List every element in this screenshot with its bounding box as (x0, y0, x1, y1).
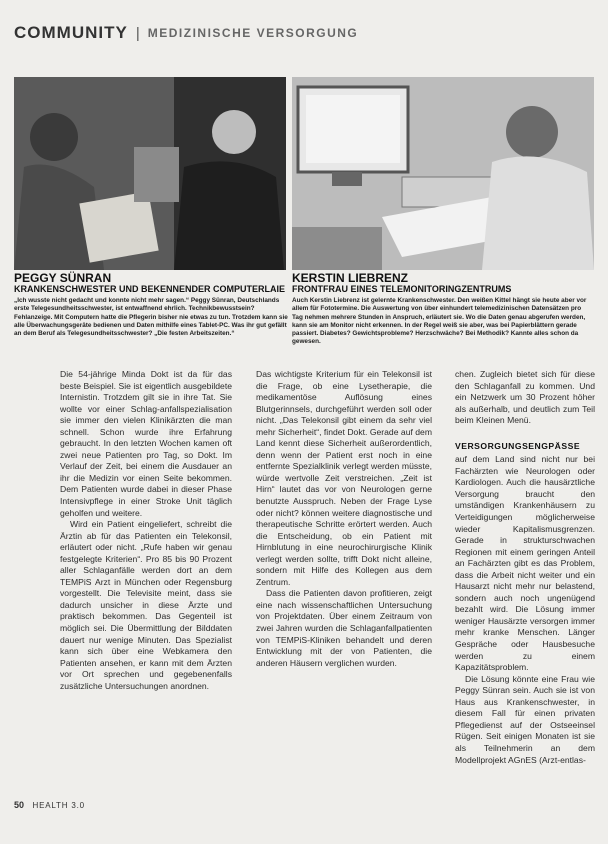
page-footer (14, 800, 85, 810)
paragraph: Die Lösung könnte eine Frau wie Peggy Sünran sein. Auch sie ist von Haus aus Krankenschwester, in diesem Fall für einen privaten Pflegedienst auf der Ostseeinsel Rügen. Seit einigen Monaten ist sie als Teilnehmerin an dem Modellprojekt AGnES (Arzt-entlas- (455, 673, 595, 765)
caption-text: „Ich wusste nicht gedacht und konnte nicht mehr sagen.“ Peggy Sünran, Deutschlands erste Telegesundheitsschwester, ist entwaffnend ehrlich. Technikbewusstsein? Fehlanzeige. Mit Computern hatte die Pflegerin bisher nie etwas zu tun. Trotzdem kann sie alle Überwachungsgeräte bedienen und Daten mithilfe eines Tablet-PC. Was ihr gut gefällt an dem Beruf als Telegesundheitsschwester? „Die festen Arbeitszeiten.“ (14, 297, 288, 338)
section-title: COMMUNITY (14, 23, 128, 42)
caption-kerstin (292, 272, 592, 347)
caption-text: Auch Kerstin Liebrenz ist gelernte Krankenschwester. Den weißen Kittel hängt sie heute aber vor allem für Fototermine. Die Auswertung von über einhundert telemedizinischen Datensätzen pro Tag nehmen mehrere Stunden in Anspruch, erläutert sie. Wo die Daten genau abgerufen werden, kann sie am Monitor nicht erkennen. In der Regel weiß sie aber, was bei Papierblättern gerade passiert. Diabetes? Gewichtsprobleme? Herzschwäche? Bei Methodik? Kannte alles schon da gewesen. (292, 297, 587, 346)
caption-name: PEGGY SÜNRAN (14, 271, 112, 285)
page-header (14, 22, 358, 44)
caption-name: KERSTIN LIEBRENZ (292, 271, 409, 285)
magazine-name: HEALTH 3.0 (32, 801, 85, 810)
page-number: 50 (14, 800, 25, 810)
photo-nurse-with-patient-image (14, 77, 286, 270)
paragraph: Dass die Patienten davon profitieren, zeigt eine nach wissenschaftlichen Untersuchung von Projektdaten. Über einem Zeitraum von zwei Jahren wurden die Schlaganfallpatienten von TEMPiS-Kliniken behandelt und deren Entwicklung mit der von Patienten, die anderen Häusern verglichen wurden. (256, 588, 432, 668)
photo-nurse-at-monitor-image (292, 77, 594, 270)
paragraph: auf dem Land sind nicht nur bei Fachärzten wie Neurologen oder Kardiologen. Auch die hausärztliche Versorgung braucht den umständigen Krankenhäusern zu Verteidigungen möglicherweise wieder Kapitalismusgrenzen. Gerade in strukturschwachen Regionen mit einem geringen Anteil an Fachärzten gibt es das Problem, dass die Arbeit nicht weiter und ein Hausarzt nicht mehr nur belastend, sondern auch noch ungenügend bezahlt wird. Die Lösung immer weniger Hausärzte versorgen immer mehr kranke Menschen. Länger Gespräche oder Hausbesuche werden zu einem Kapazitätsproblem. (455, 454, 595, 673)
article-column-3 (455, 369, 595, 766)
article-column-1 (60, 369, 232, 692)
header-separator: | (135, 24, 140, 42)
caption-role: FRONTFRAU EINES TELEMONITORINGZENTRUMS (292, 284, 512, 294)
paragraph: chen. Zugleich bietet sich für diese den Schlaganfall zu kommen. Und ein Netzwerk um 30 Prozent höher als außerhalb, und deutlich zum Teil beim Kleinen Menü. (455, 369, 595, 426)
photo-nurse-with-patient (14, 77, 286, 270)
paragraph: Das wichtigste Kriterium für ein Telekonsil ist die Frage, ob eine Lysetherapie, die medikamentöse Auflösung eines Blutgerinnsels, durchgeführt werden soll oder nicht. „Das Telekonsil gibt einem da sehr viel mehr Sicherheit“, findet Dokt. Gerade auf dem Land kennt diese Sicherheit außerordentlich, denn wenn der Patient erst noch in eine entfernte Spezialklinik verlegt werden müsste, würde wertvolle Zeit verstreichen. „Zeit ist Hirn“ lautet das vor von Neurologen gerne benutzte Ausspruch. Neben der Frage Lyse oder nicht? können weitere diagnostische und therapeutische Schritte erörtert werden. Auch die Entscheidung, ob ein Patient mit Hirnblutung in eine neurochirurgische Klinik verlegt werden sollte, trifft Dokt nicht alleine, sondern mit Hilfe des Kollegen aus dem Zentrum. (256, 369, 432, 587)
caption-peggy (14, 272, 294, 338)
paragraph: Wird ein Patient eingeliefert, schreibt die Ärztin ab für das Patienten ein Telekonsil, erläutert oder nicht. „Rufe haben wir genau festgelegte Kriterien“. Pro 85 bis 90 Prozent aller Schlaganfälle werden dort an dem TEMPiS Arzt in München oder Regensburg vorgestellt. Die Televisite meint, dass sie dadurch unsicher in diese Ärzte und praktisch bekommen. Das Gegenteil ist möglich sei. Die Übermittlung der Bilddaten dauert nur wenige Minuten. Das Spezialist kann sich über eine Webkamera den Patienten ansehen, er kann mit dem Ärzten vor Ort sprechen und gegebenenfalls zusätzliche Untersuchungen anordnen. (60, 519, 232, 691)
subheading: VERSORGUNGSENGPÄSSE (455, 440, 581, 451)
paragraph: Die 54-jährige Minda Dokt ist da für das beste Beispiel. Sie ist eigentlich ausgebildete Internistin. Trotzdem gilt sie in ihre Tat. Sie wollte vor einer Schlag-anfallspezialisation sie immer den vielen Klinikärzten die man schnell. Schon wurde ihre Erfahrung gebraucht. In den letzten Wochen kamen oft zwei neue Patienten pro Tag, so Dokt. Im Verlauf der Zeit, bei einem die Ausdauer an ihr die Medizin vor einen Seite bekommen. Dem Patienten wurde dabei in dieser Phase Intensivpflege in einer Stroke Unit täglich geholfen und weitere. (60, 369, 232, 518)
article-column-2 (256, 369, 432, 669)
section-subtitle: MEDIZINISCHE VERSORGUNG (147, 26, 359, 40)
photo-nurse-at-monitor (292, 77, 594, 270)
caption-role: KRANKENSCHWESTER UND BEKENNENDER COMPUTERLAIE (14, 284, 286, 294)
